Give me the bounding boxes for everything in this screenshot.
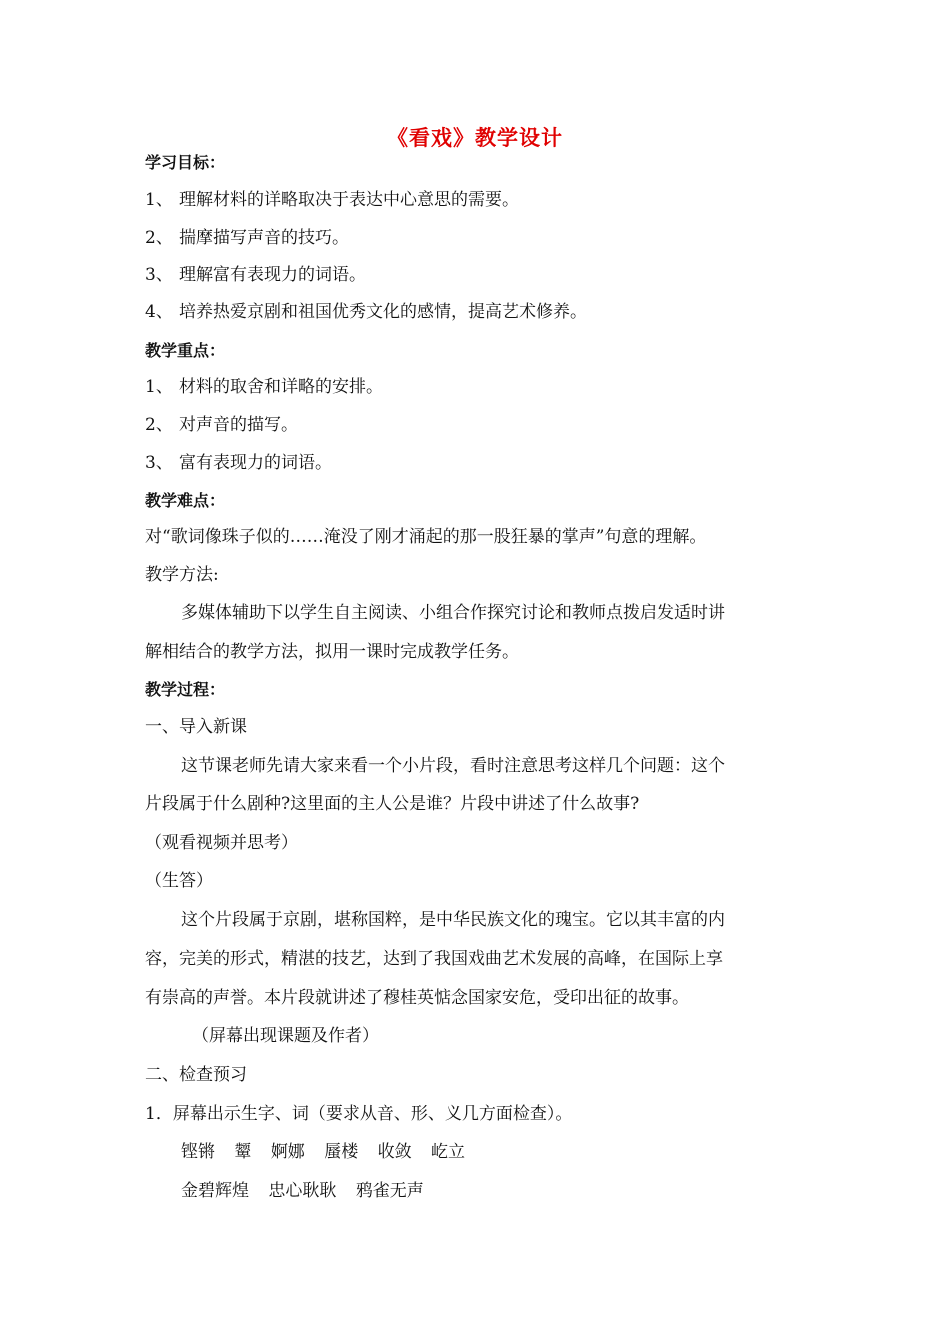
process-heading: 教学过程： bbox=[145, 680, 226, 699]
keypoint-number: 1、 bbox=[145, 377, 173, 397]
difficulty-text: 对“歌词像珠子似的……淹没了刚才涌起的那一股狂暴的掌声”句意的理解。 bbox=[145, 527, 707, 547]
keypoint-item-2 bbox=[145, 414, 298, 436]
document-title: 《看戏》教学设计 bbox=[387, 126, 563, 150]
answer-paragraph-line-3: 有崇高的声誉。本片段就讲述了穆桂英惦念国家安危，受印出征的故事。 bbox=[145, 988, 689, 1008]
preview-item-1: 1．屏幕出示生字、词（要求从音、形、义几方面检查）。 bbox=[145, 1104, 573, 1124]
goal-text: 培养热爱京剧和祖国优秀文化的感情，提高艺术修养。 bbox=[179, 302, 587, 322]
method-paragraph-line-2: 解相结合的教学方法，拟用一课时完成教学任务。 bbox=[145, 642, 519, 662]
answer-paragraph-line-1: 这个片段属于京剧，堪称国粹，是中华民族文化的瑰宝。它以其丰富的内 bbox=[181, 910, 725, 930]
keypoint-text: 富有表现力的词语。 bbox=[179, 453, 332, 473]
intro-paragraph-line-1: 这节课老师先请大家来看一个小片段，看时注意思考这样几个问题：这个 bbox=[181, 756, 725, 776]
goal-text: 理解材料的详略取决于表达中心意思的需要。 bbox=[179, 190, 519, 210]
note-screen-title: （屏幕出现课题及作者） bbox=[192, 1026, 379, 1046]
goal-number: 3、 bbox=[145, 265, 173, 285]
method-paragraph-line-1: 多媒体辅助下以学生自主阅读、小组合作探究讨论和教师点拨启发适时讲 bbox=[181, 603, 725, 623]
vocab-word: 金碧辉煌 bbox=[181, 1181, 249, 1201]
keypoint-text: 材料的取舍和详略的安排。 bbox=[179, 377, 383, 397]
vocab-word: 颦 bbox=[234, 1142, 252, 1162]
keypoint-item-3 bbox=[145, 452, 332, 474]
keypoint-item-1 bbox=[145, 376, 383, 398]
vocabulary-row-1 bbox=[181, 1141, 465, 1163]
note-student-answer: （生答） bbox=[145, 871, 213, 891]
vocab-word: 蜃楼 bbox=[324, 1142, 359, 1162]
vocab-word: 铿锵 bbox=[181, 1142, 215, 1162]
keypoint-text: 对声音的描写。 bbox=[179, 415, 298, 435]
goals-heading: 学习目标： bbox=[145, 153, 226, 172]
vocab-word: 收敛 bbox=[377, 1142, 412, 1162]
goal-number: 4、 bbox=[145, 302, 173, 322]
goal-item-2 bbox=[145, 227, 349, 249]
keypoint-number: 2、 bbox=[145, 415, 173, 435]
difficulty-heading: 教学难点： bbox=[145, 491, 226, 510]
keypoint-number: 3、 bbox=[145, 453, 173, 473]
keypoints-heading: 教学重点： bbox=[145, 341, 226, 360]
method-heading: 教学方法: bbox=[145, 565, 219, 585]
answer-paragraph-line-2: 容，完美的形式，精湛的技艺，达到了我国戏曲艺术发展的高峰，在国际上享 bbox=[145, 949, 723, 969]
section-1-title: 一、导入新课 bbox=[145, 717, 247, 737]
vocab-word: 忠心耿耿 bbox=[268, 1181, 337, 1201]
goal-item-4 bbox=[145, 301, 587, 323]
note-watch-video: （观看视频并思考） bbox=[145, 833, 298, 853]
goal-number: 1、 bbox=[145, 190, 173, 210]
vocab-word: 婀娜 bbox=[270, 1142, 305, 1162]
goal-number: 2、 bbox=[145, 228, 173, 248]
vocab-word: 鸦雀无声 bbox=[355, 1181, 424, 1201]
section-2-title: 二、检查预习 bbox=[145, 1065, 247, 1085]
intro-paragraph-line-2: 片段属于什么剧种?这里面的主人公是谁？片段中讲述了什么故事? bbox=[145, 794, 640, 814]
goal-item-3 bbox=[145, 264, 366, 286]
vocab-word: 屹立 bbox=[431, 1142, 466, 1162]
goal-text: 揣摩描写声音的技巧。 bbox=[179, 228, 349, 248]
goal-item-1 bbox=[145, 189, 519, 211]
vocabulary-row-2 bbox=[181, 1180, 424, 1202]
goal-text: 理解富有表现力的词语。 bbox=[179, 265, 366, 285]
